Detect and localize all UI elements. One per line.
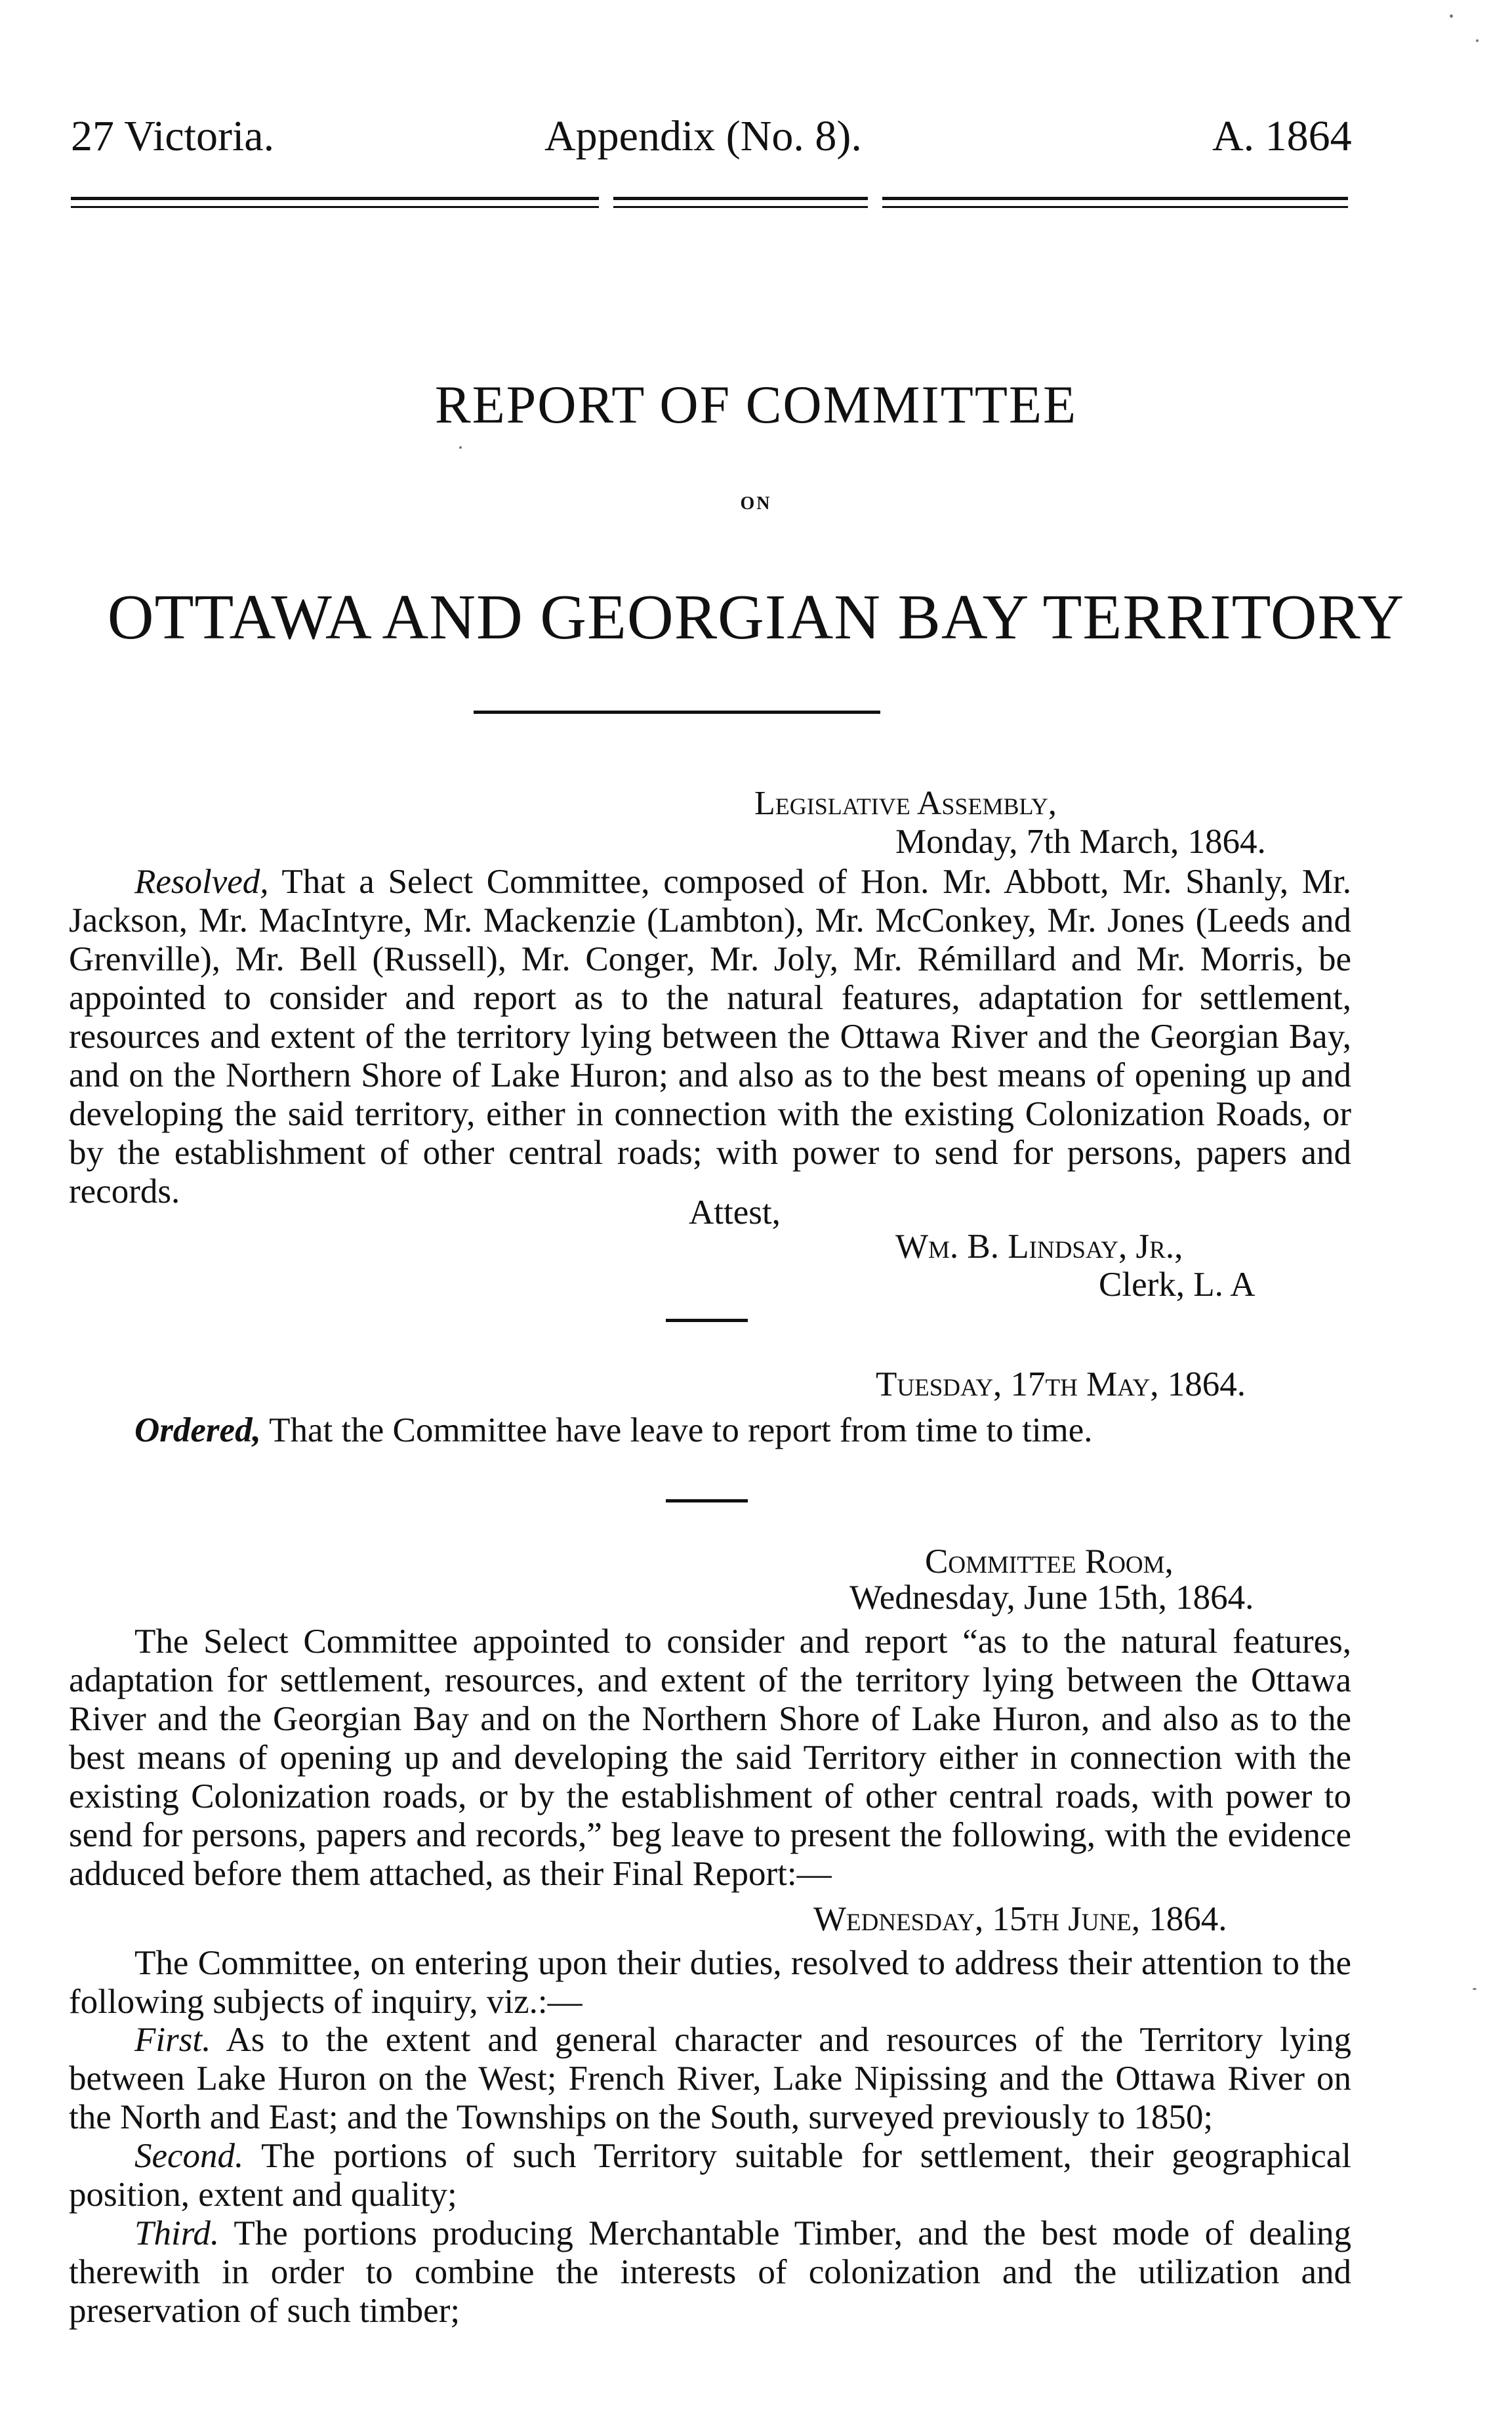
proceedings-intro: The Committee, on entering upon their duties, resolved to address their attention to the following subjects of inquiry, viz.:— xyxy=(69,1944,1351,2021)
subject-third xyxy=(69,2214,1351,2330)
proceedings-date: Wednesday, 15th June, 1864. xyxy=(813,1900,1227,1938)
header-session: 27 Victoria. xyxy=(71,112,275,160)
order-paragraph xyxy=(134,1411,1093,1450)
attest-label: Attest, xyxy=(689,1193,781,1232)
third-text: The portions producing Merchantable Timber, and the best mode of dealing therewith in order to combine the interests of colonization and the utilization and preservation of such timber; xyxy=(69,2214,1351,2330)
short-divider xyxy=(666,1499,748,1502)
scan-speck xyxy=(1450,14,1453,18)
header-appendix: Appendix (No. 8). xyxy=(544,112,862,160)
third-label: Third. xyxy=(134,2214,220,2252)
assembly-date: Monday, 7th March, 1864. xyxy=(895,823,1266,861)
clerk-name: Wm. B. Lindsay, Jr., xyxy=(895,1228,1183,1266)
title-divider xyxy=(474,711,880,714)
first-label: First. xyxy=(134,2021,211,2059)
committee-room-date: Wednesday, June 15th, 1864. xyxy=(849,1579,1254,1617)
committee-report-paragraph: The Select Committee appointed to consider and report “as to the natural features, adaptation for settlement, resources, and extent of the territory lying between the Ottawa River and the Georgian Bay and on the Northern Shore of Lake Huron, and also as to the best means of opening up and developing the said Territory either in connection with the existing Colonization roads, or by the establishment of other central roads, with power to send for persons, papers and records,” beg leave to present the following, with the evidence adduced before them attached, as their Final Report:— xyxy=(69,1623,1351,1893)
assembly-heading: Legislative Assembly, xyxy=(754,785,1057,822)
report-title-on: ON xyxy=(740,493,772,514)
second-text: The portions of such Territory suitable for settlement, their geographical position, extent and quality; xyxy=(69,2137,1351,2214)
resolved-text: That a Select Committee, composed of Hon. Mr. Abbott, Mr. Shanly, Mr. Jackson, Mr. MacIntyre, Mr. Mackenzie (Lambton), Mr. McConkey, Mr. Jones (Leeds and Grenville), Mr. Bell (Russell), Mr. Conger, Mr. Joly, Mr. Rémillard and Mr. Morris, be appointed to consider and report as to the natural features, adaptation for settlement, resources and extent of the territory lying between the Ottawa River and the Georgian Bay, and on the Northern Shore of Lake Huron; and also as to the best means of opening up and developing the said territory, either in connection with the existing Colonization Roads, or by the establishment of other central roads; with power to send for persons, papers and records. xyxy=(69,863,1351,1211)
resolved-label: Resolved, xyxy=(134,863,269,901)
first-text: As to the extent and general character and resources of the Territory lying between Lake Huron on the West; French River, Lake Nipissing and the Ottawa River on the North and East; and the Townships on the South, surveyed previously to 1850; xyxy=(69,2021,1352,2136)
order-date: Tuesday, 17th May, 1864. xyxy=(876,1365,1246,1403)
ordered-text: That the Committee have leave to report from time to time. xyxy=(269,1411,1093,1449)
clerk-title: Clerk, L. A xyxy=(1099,1266,1256,1304)
scan-speck xyxy=(1476,39,1479,42)
short-divider xyxy=(666,1319,748,1322)
territory-title: OTTAWA AND GEORGIAN BAY TERRITORY xyxy=(107,582,1405,653)
subject-second xyxy=(69,2137,1351,2214)
scan-speck xyxy=(1473,1988,1477,1990)
scan-speck xyxy=(459,446,462,449)
subject-first xyxy=(69,2021,1351,2137)
resolution-paragraph xyxy=(69,863,1351,1211)
committee-room-heading: Committee Room, xyxy=(925,1543,1174,1581)
ordered-label: Ordered, xyxy=(134,1411,261,1449)
second-label: Second. xyxy=(134,2137,244,2175)
header-year: A. 1864 xyxy=(1212,112,1352,160)
report-title: REPORT OF COMMITTEE xyxy=(434,375,1078,434)
